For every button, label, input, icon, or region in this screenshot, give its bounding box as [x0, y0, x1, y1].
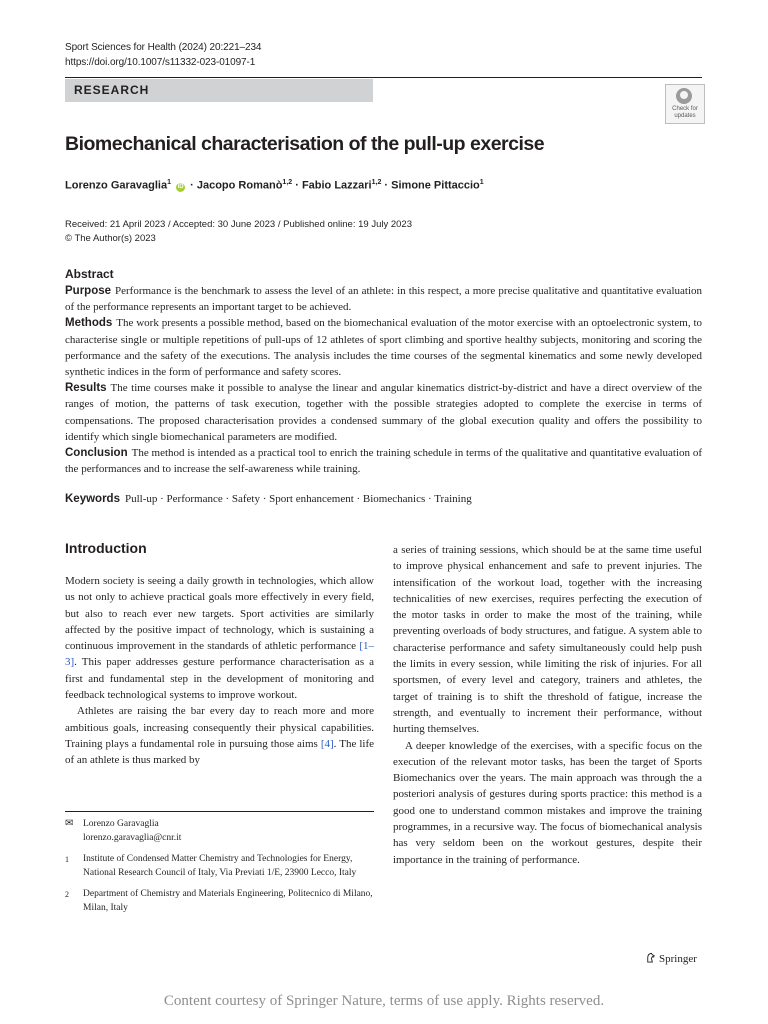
abstract-purpose: [65, 283, 702, 315]
contact-email[interactable]: lorenzo.garavaglia@cnr.it: [83, 832, 182, 843]
keywords-text: Pull-up · Performance · Safety · Sport enhancement · Biomechanics · Training: [124, 493, 472, 505]
abstract-results: [65, 380, 702, 445]
conclusion-text: The method is intended as a practical tool to enrich the training schedule in terms of the qualitative and quantitative evaluation of the performances and to increase the self-awareness while training.: [65, 447, 702, 476]
abstract-methods: [65, 315, 702, 380]
author-name[interactable]: Jacopo Romanò: [196, 179, 283, 192]
conclusion-label: Conclusion: [65, 447, 128, 460]
methods-label: Methods: [65, 317, 113, 330]
article-title: Biomechanical characterisation of the pull-up exercise: [65, 133, 545, 155]
body-paragraph: a series of training sessions, which should be at the same time useful to improve physical enhancement and safe to prevent injuries. The intensification of the workout load, together with the increasing technicalities of new exercises, requires perfecting the execution of the motor tasks in order to make the most of the training, while preventing overloads of body structures, and fatigue. A system able to characterise performance and safety simultaneously could help push the limits in every session, while limiting the risk of injuries. For all sportsmen, of every level and category, trainers and athletes, the target of training is to shift the threshold of fatigue, increase the strength, and eventually to increment their performance, without hurting themselves.: [393, 544, 702, 736]
footnotes: [65, 818, 374, 923]
journal-citation: Sport Sciences for Health (2024) 20:221–234: [65, 42, 262, 53]
results-label: Results: [65, 382, 107, 395]
body-paragraph: A deeper knowledge of the exercises, with a specific focus on the execution of the relevant motor tasks, has been the target of Sports Biomechanics over the years. The main approach was through the a posteriori analysis of gestures during sports practice: this method is a good one to understand common mistakes and improve the training programmes, in a recursive way. The focus of biomechanical analysis has very seldom been on the workout gestures, despite their importance in the training of performance.: [393, 739, 702, 866]
abstract: [65, 266, 702, 477]
header-rule: [65, 77, 702, 78]
purpose-text: Performance is the benchmark to assess the level of an athlete: in this respect, a more precise qualitative and quantitative evaluation of the performance represents an important target to be achieved.: [65, 285, 702, 314]
author-affiliation: 1: [167, 179, 171, 186]
affiliation-1: [65, 853, 374, 880]
citation-link[interactable]: [4]: [320, 737, 334, 750]
check-for-updates-icon: [676, 88, 692, 104]
publisher-logo: [645, 952, 697, 965]
body-column-left: [65, 573, 374, 769]
check-for-updates-badge[interactable]: [665, 84, 705, 124]
envelope-icon: ✉: [65, 818, 74, 829]
author-name[interactable]: Fabio Lazzari: [301, 179, 372, 192]
author-affiliation: 1,2: [282, 179, 293, 186]
author-name[interactable]: Simone Pittaccio: [391, 179, 480, 192]
affiliation-text: Institute of Condensed Matter Chemistry and Technologies for Energy, National Research Council of Italy, Via Previati 1/E, 23900 Lecco, Italy: [83, 854, 357, 878]
purpose-label: Purpose: [65, 285, 112, 297]
history-dates: Received: 21 April 2023 / Accepted: 30 June 2023 / Published online: 19 July 2023: [65, 219, 412, 230]
publication-dates: [65, 218, 412, 246]
courtesy-watermark: Content courtesy of Springer Nature, terms of use apply. Rights reserved.: [163, 993, 605, 1009]
abstract-conclusion: [65, 445, 702, 477]
doi-link[interactable]: https://doi.org/10.1007/s11332-023-01097-1: [65, 57, 256, 68]
citation-link[interactable]: [1–3]: [65, 640, 374, 669]
orcid-icon[interactable]: iD: [177, 183, 184, 190]
abstract-heading: Abstract: [65, 267, 114, 281]
affiliation-number: 2: [65, 890, 69, 899]
results-text: The time courses make it possible to analyse the linear and angular kinematics district-by-district and have a direct overview of the ranges of motion, the patterns of task execution, together with the possible strategies adopted to complete the exercise in terms of compensations. The proposed characterisation provides a condensed summary of the global execution quality and offers the possibility to identify which single biomechanical parameters are modified.: [65, 382, 702, 443]
keywords: [65, 493, 702, 505]
author-affiliation: 1: [479, 179, 484, 186]
publisher-name: Springer: [659, 953, 697, 965]
copyright-line: © The Author(s) 2023: [65, 233, 156, 244]
article-type-bar: [65, 79, 373, 102]
contact-name: Lorenzo Garavaglia: [83, 819, 159, 829]
footnote-rule: [65, 811, 374, 812]
corresponding-author: [65, 818, 374, 845]
author-name[interactable]: Lorenzo Garavaglia: [65, 179, 168, 192]
affiliation-text: Department of Chemistry and Materials Engineering, Politecnico di Milano, Milan, Italy: [83, 889, 373, 913]
body-column-right: [393, 542, 702, 868]
check-for-updates-text: Check for updates: [672, 106, 698, 119]
author-list: Lorenzo Garavaglia$^1$ iD · Jacopo Romanò$^{1,2}$ · Fabio Lazzari$^{1,2}$ · Simone Pittaccio$^1$: [65, 179, 484, 192]
affiliation-number: 1: [65, 855, 69, 864]
article-type-label: RESEARCH: [74, 83, 150, 97]
journal-header: [65, 40, 261, 70]
author-affiliation: 1,2: [371, 179, 382, 186]
keywords-label: Keywords: [65, 493, 120, 505]
body-paragraph: Modern society is seeing a daily growth in technologies, which allow us not only to achieve practical goals more effectively in every field, but also to reach ever new targets. Sport activities are similarly affected by the positive impact of technology, which is sustaining a continuous improvement in the standards of athletic performance [1–3]. This paper addresses gesture performance characterisation as a first and fundamental step in the development of monitoring and feedback technological systems to improve workout.: [65, 575, 374, 702]
affiliation-2: [65, 888, 374, 915]
introduction-heading: Introduction: [65, 540, 147, 556]
springer-horse-icon: [645, 952, 656, 963]
body-paragraph: Athletes are raising the bar every day to reach more and more ambitious goals, increasing consequently their physical capabilities. Training plays a fundamental role in pursuing those aims [4]. The life of an athlete is thus marked by: [65, 705, 374, 767]
methods-text: The work presents a possible method, based on the biomechanical evaluation of the motor exercise with an optoelectronic system, to characterise single or multiple repetitions of pull-ups of 12 athletes of sport climbing and sportive healthy subjects, monitoring and scoring the performance and the safety of the executions. The analysis includes the time courses of the segmental kinematics and some newly developed synthetic indices in the form of performance and safety scores.: [65, 317, 702, 379]
